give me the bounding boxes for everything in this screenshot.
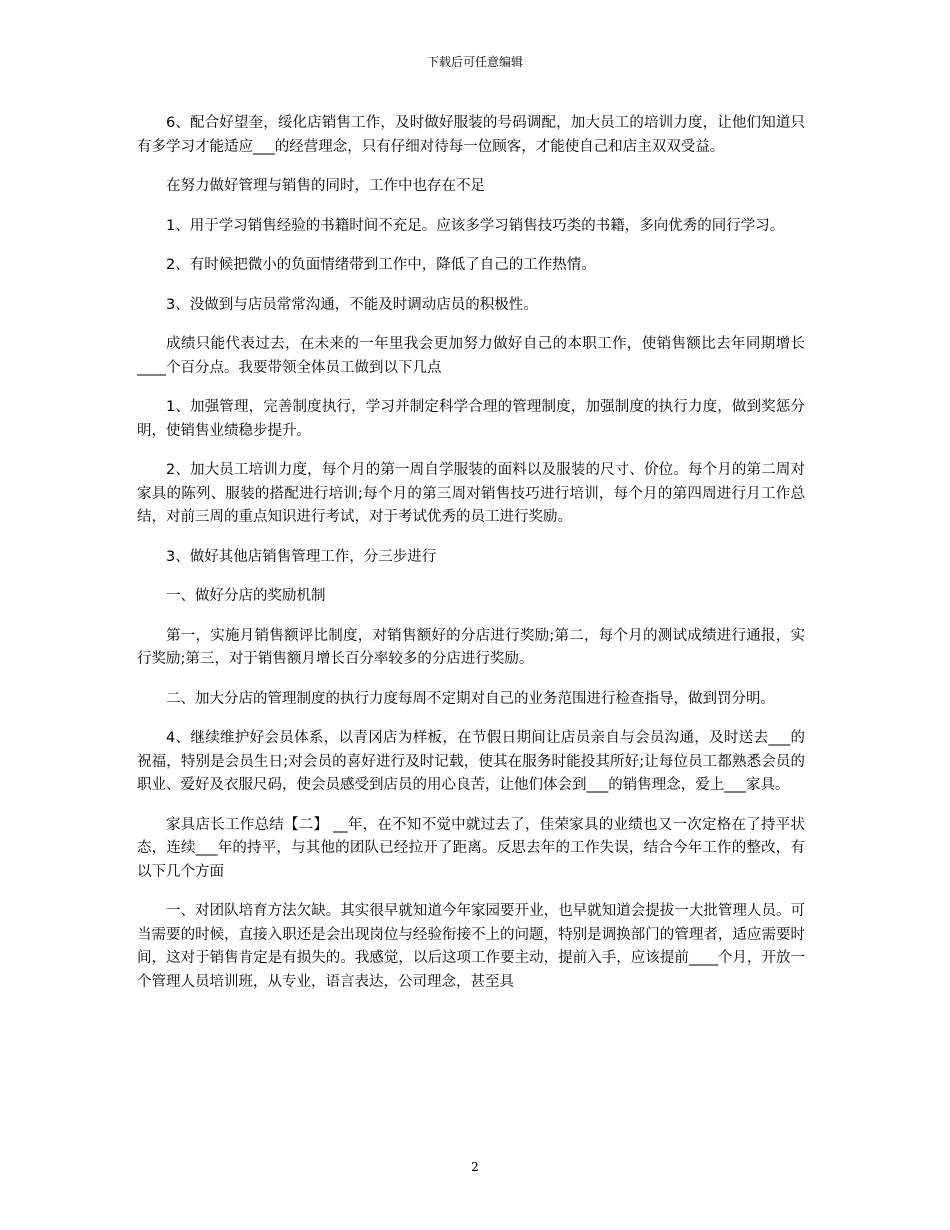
document-body [137,112,805,1010]
paragraph-6: 成绩只能代表过去，在未来的一年里我会更加努力做好自己的本职工作，使销售额比去年同期增长____个百分点。我要带领全体员工做到以下几点 [137,336,805,376]
paragraph-12: 二、加大分店的管理制度的执行力度每周不定期对自己的业务范围进行检查指导，做到罚分明。 [166,690,775,707]
page-number: 2 [471,1160,479,1174]
paragraph-2: 在努力做好管理与销售的同时，工作中也存在不足 [166,178,485,194]
paragraph-10: 一、做好分店的奖励机制 [166,588,326,604]
paragraph-4: 2、有时候把微小的负面情绪带到工作中，降低了自己的工作热情。 [166,257,596,273]
paragraph-14: 家具店长工作总结【二】 __年，在不知不觉中就过去了，佳荣家具的业绩也又一次定格在了持平状态，连续___年的持平，与其他的团队已经拉开了距离。反思去年的工作失误，结合今年工作的整改，有以下几个方面 [137,816,805,880]
paragraph-5: 3、没做到与店员常常沟通，不能及时调动店员的积极性。 [166,296,538,313]
paragraph-3: 1、用于学习销售经验的书籍时间不充足。应该多学习销售技巧类的书籍，多向优秀的同行学习。 [166,217,785,234]
paragraph-8: 2、加大员工培训力度，每个月的第一周自学服装的面料以及服装的尺寸、价位。每个月的第二周对家具的陈列、服装的搭配进行培训;每个月的第三周对销售技巧进行培训，每个月的第四周进行月工作总结，对前三周的重点知识进行考试，对于考试优秀的员工进行奖励。 [137,462,805,525]
paragraph-7: 1、加强管理，完善制度执行，学习并制定科学合理的管理制度，加强制度的执行力度，做到奖惩分明，使销售业绩稳步提升。 [137,399,805,439]
paragraph-15: 一、对团队培育方法欠缺。其实很早就知道今年家园要开业，也早就知道会提拔一大批管理人员。可当需要的时候，直接入职还是会出现岗位与经验衔接不上的问题，特别是调换部门的管理者，适应需要时间，这对于销售肯定是有损失的。我感觉，以后这项工作要主动，提前入手，应该提前____个月，开放一个管理人员培训班，从专业，语言表达，公司理念，甚至具 [137,903,805,990]
paragraph-1: 6、配合好望奎，绥化店销售工作，及时做好服装的号码调配，加大员工的培训力度，让他们知道只有多学习才能适应___的经营理念，只有仔细对待每一位顾客，才能使自己和店主双双受益。 [137,115,805,155]
paragraph-11: 第一，实施月销售额评比制度，对销售额好的分店进行奖励;第二，每个月的测试成绩进行通报，实行奖励;第三，对于销售额月增长百分率较多的分店进行奖励。 [137,627,805,667]
page-header: 下载后可任意编辑 [426,55,523,69]
paragraph-9: 3、做好其他店销售管理工作，分三步进行 [166,548,437,565]
paragraph-13: 4、继续维护好会员体系，以青冈店为样板，在节假日期间让店员亲自与会员沟通，及时送去___的祝福，特别是会员生日;对会员的喜好进行及时记载，使其在服务时能投其所好;让每位员工都熟悉会员的职业、爱好及衣服尺码，使会员感受到店员的用心良苦，让他们体会到___的销售理念，爱上___家具。 [137,730,805,793]
